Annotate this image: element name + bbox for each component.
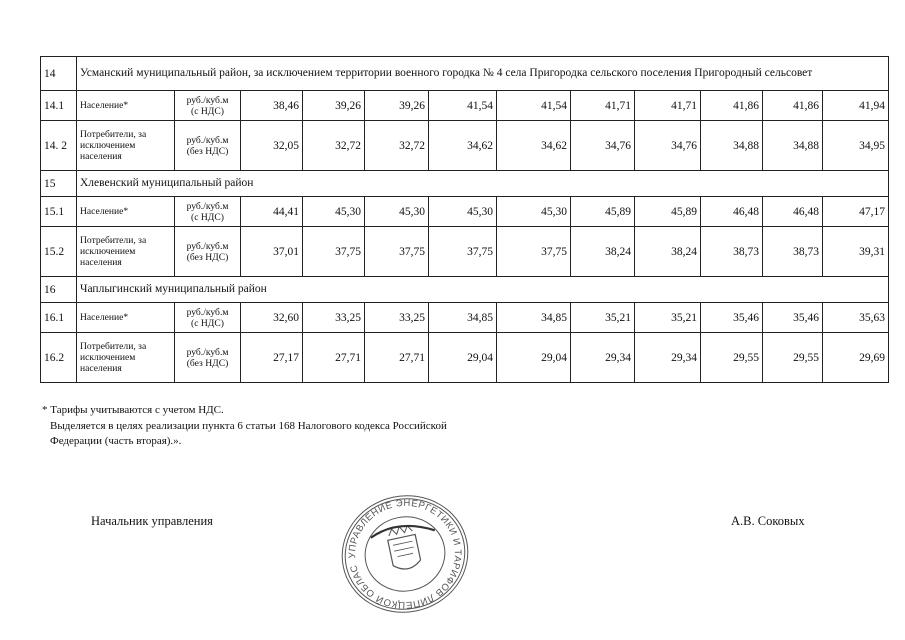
consumer-category: Потребители, за исключением населения [77,227,175,277]
consumer-category: Население* [77,197,175,227]
tariff-value: 27,17 [241,333,303,383]
tariff-value: 33,25 [303,303,365,333]
unit-cell [175,333,241,383]
tariff-value: 29,04 [429,333,497,383]
section-row [41,57,889,91]
tariff-row [41,91,889,121]
unit-cell [175,197,241,227]
tariff-value: 45,30 [497,197,571,227]
tariff-value: 34,88 [701,121,763,171]
tariff-value: 34,62 [429,121,497,171]
footnote-line-1: * Тарифы учитываются с учетом НДС. [42,404,224,416]
tariff-value: 37,75 [429,227,497,277]
consumer-category: Население* [77,303,175,333]
vat-label: (с НДС) [191,105,224,117]
tariff-value: 41,54 [497,91,571,121]
tariff-value: 41,54 [429,91,497,121]
tariff-value: 29,69 [823,333,889,383]
official-seal [335,493,475,615]
footnote-line-2: Выделяется в целях реализации пункта 6 статьи 168 Налогового кодекса Российской [50,419,447,432]
vat-label: (без НДС) [186,251,229,263]
tariff-value: 34,76 [635,121,701,171]
tariff-value: 29,55 [701,333,763,383]
tariff-table [40,56,889,383]
tariff-value: 34,85 [497,303,571,333]
unit-label: руб./куб.м [186,240,229,252]
section-number: 15 [41,171,77,197]
tariff-value: 29,04 [497,333,571,383]
unit-label: руб./куб.м [186,94,229,106]
tariff-value: 34,88 [763,121,823,171]
tariff-value: 45,89 [635,197,701,227]
row-number: 16.1 [41,303,77,333]
tariff-value: 37,01 [241,227,303,277]
tariff-value: 45,30 [303,197,365,227]
unit-label: руб./куб.м [186,346,229,358]
tariff-value: 27,71 [365,333,429,383]
tariff-value: 29,34 [635,333,701,383]
tariff-value: 44,41 [241,197,303,227]
tariff-value: 39,26 [303,91,365,121]
section-title: Чаплыгинский муниципальный район [77,277,889,303]
signer-name: А.В. Соковых [731,514,805,528]
vat-label: (с НДС) [191,317,224,329]
unit-cell [175,91,241,121]
tariff-value: 33,25 [365,303,429,333]
tariff-value: 38,73 [701,227,763,277]
tariff-value: 37,75 [303,227,365,277]
tariff-row [41,303,889,333]
consumer-category: Население* [77,91,175,121]
tariff-value: 34,85 [429,303,497,333]
tariff-value: 34,62 [497,121,571,171]
tariff-row [41,197,889,227]
tariff-value: 35,63 [823,303,889,333]
footnote-line-3: Федерации (часть вторая).». [50,435,182,447]
section-number: 16 [41,277,77,303]
row-number: 14.1 [41,91,77,121]
unit-label: руб./куб.м [186,200,229,212]
tariff-value: 41,86 [701,91,763,121]
tariff-value: 47,17 [823,197,889,227]
tariff-value: 46,48 [763,197,823,227]
tariff-value: 35,21 [571,303,635,333]
section-row [41,171,889,197]
tariff-value: 46,48 [701,197,763,227]
tariff-value: 37,75 [497,227,571,277]
tariff-value: 35,46 [701,303,763,333]
tariff-row [41,121,889,171]
unit-label: руб./куб.м [186,306,229,318]
tariff-value: 32,72 [303,121,365,171]
row-number: 15.2 [41,227,77,277]
tariff-value: 38,46 [241,91,303,121]
section-title: Хлевенский муниципальный район [77,171,889,197]
tariff-value: 41,71 [571,91,635,121]
tariff-value: 41,86 [763,91,823,121]
vat-label: (без НДС) [186,357,229,369]
tariff-value: 39,31 [823,227,889,277]
signer-title: Начальник управления [91,514,213,528]
tariff-value: 38,24 [571,227,635,277]
section-row [41,277,889,303]
tariff-value: 29,55 [763,333,823,383]
tariff-value: 35,46 [763,303,823,333]
tariff-value: 41,71 [635,91,701,121]
footnote [42,403,447,450]
tariff-value: 38,73 [763,227,823,277]
tariff-value: 45,30 [429,197,497,227]
tariff-value: 38,24 [635,227,701,277]
tariff-value: 29,34 [571,333,635,383]
tariff-value: 32,60 [241,303,303,333]
section-number: 14 [41,57,77,91]
section-title: Усманский муниципальный район, за исключением территории военного городка № 4 села Пригородка сельского поселения Пригородный сельсовет [77,57,889,91]
consumer-category: Потребители, за исключением населения [77,121,175,171]
tariff-value: 32,72 [365,121,429,171]
unit-cell [175,303,241,333]
unit-cell [175,227,241,277]
unit-cell [175,121,241,171]
tariff-value: 37,75 [365,227,429,277]
tariff-row [41,227,889,277]
consumer-category: Потребители, за исключением населения [77,333,175,383]
tariff-value: 39,26 [365,91,429,121]
vat-label: (без НДС) [186,145,229,157]
tariff-value: 32,05 [241,121,303,171]
row-number: 15.1 [41,197,77,227]
vat-label: (с НДС) [191,211,224,223]
tariff-value: 34,76 [571,121,635,171]
tariff-value: 41,94 [823,91,889,121]
tariff-row [41,333,889,383]
tariff-value: 35,21 [635,303,701,333]
row-number: 16.2 [41,333,77,383]
tariff-value: 45,89 [571,197,635,227]
tariff-value: 45,30 [365,197,429,227]
svg-text:УПРАВЛЕНИЕ ЭНЕРГЕТИКИ И ТАРИФО: УПРАВЛЕНИЕ ЭНЕРГЕТИКИ И ТАРИФОВ ЛИПЕЦКОЙ ОБЛАСТИ [347,497,463,611]
unit-label: руб./куб.м [186,134,229,146]
tariff-value: 34,95 [823,121,889,171]
row-number: 14. 2 [41,121,77,171]
tariff-value: 27,71 [303,333,365,383]
